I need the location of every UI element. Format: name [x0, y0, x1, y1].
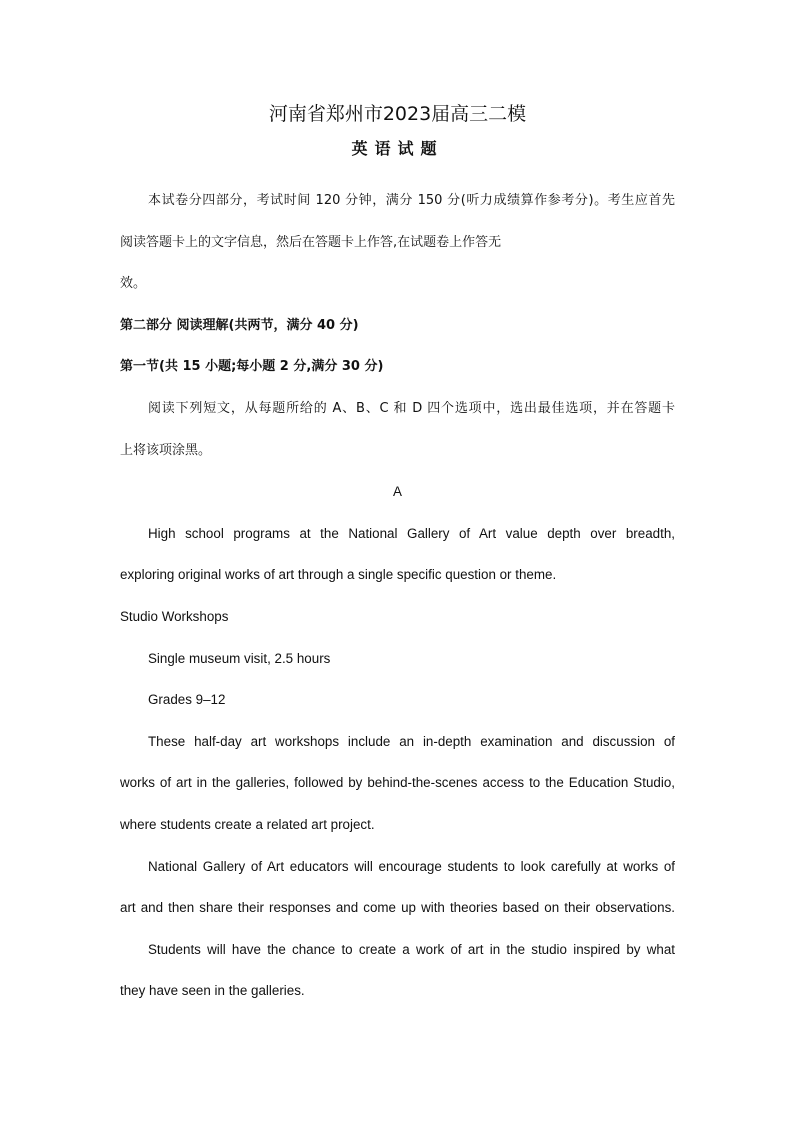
- passage-paragraph-2-line-2: works of art in the galleries, followed by behind-the-scenes access to the Education Studio,: [120, 775, 675, 791]
- part-two-heading: 第二部分 阅读理解(共两节，满分 40 分): [120, 317, 359, 333]
- passage-paragraph-2-line-1: These half-day art workshops include an in-depth examination and discussion of: [148, 733, 675, 749]
- passage-paragraph-4-line-2: they have seen in the galleries.: [120, 983, 305, 999]
- instruction-line-2: 上将该项涂黑。: [120, 442, 212, 458]
- passage-label: A: [393, 484, 402, 500]
- workshop-detail-duration: Single museum visit, 2.5 hours: [148, 650, 331, 666]
- passage-paragraph-3-line-1: National Gallery of Art educators will encourage students to look carefully at works of: [148, 858, 675, 874]
- intro-line-1: 本试卷分四部分，考试时间 120 分钟，满分 150 分(听力成绩算作参考分)。考生应首先: [148, 193, 675, 208]
- intro-line-3: 效。: [120, 276, 147, 292]
- instruction-line-1: 阅读下列短文，从每题所给的 A、B、C 和 D 四个选项中，选出最佳选项，并在答题卡: [148, 400, 675, 416]
- passage-paragraph-4-line-1: Students will have the chance to create a work of art in the studio inspired by what: [148, 941, 675, 957]
- intro-line-2: 阅读答题卡上的文字信息，然后在答题卡上作答,在试题卷上作答无: [120, 234, 502, 250]
- page-content: [120, 100, 675, 1012]
- workshop-detail-grades: Grades 9–12: [148, 692, 226, 708]
- section-one-heading: 第一节(共 15 小题;每小题 2 分,满分 30 分): [120, 359, 384, 375]
- passage-paragraph-3-line-2: art and then share their responses and come up with theories based on their observations.: [120, 900, 675, 916]
- exam-subtitle: 英语试题: [351, 139, 444, 158]
- workshop-title: Studio Workshops: [120, 608, 229, 624]
- passage-paragraph-1-line-2: exploring original works of art through a single specific question or theme.: [120, 567, 557, 583]
- passage-paragraph-2-line-3: where students create a related art project.: [120, 816, 375, 832]
- exam-title: 河南省郑州市2023届高三二模: [268, 103, 527, 125]
- passage-paragraph-1-line-1: High school programs at the National Gallery of Art value depth over breadth,: [148, 525, 675, 541]
